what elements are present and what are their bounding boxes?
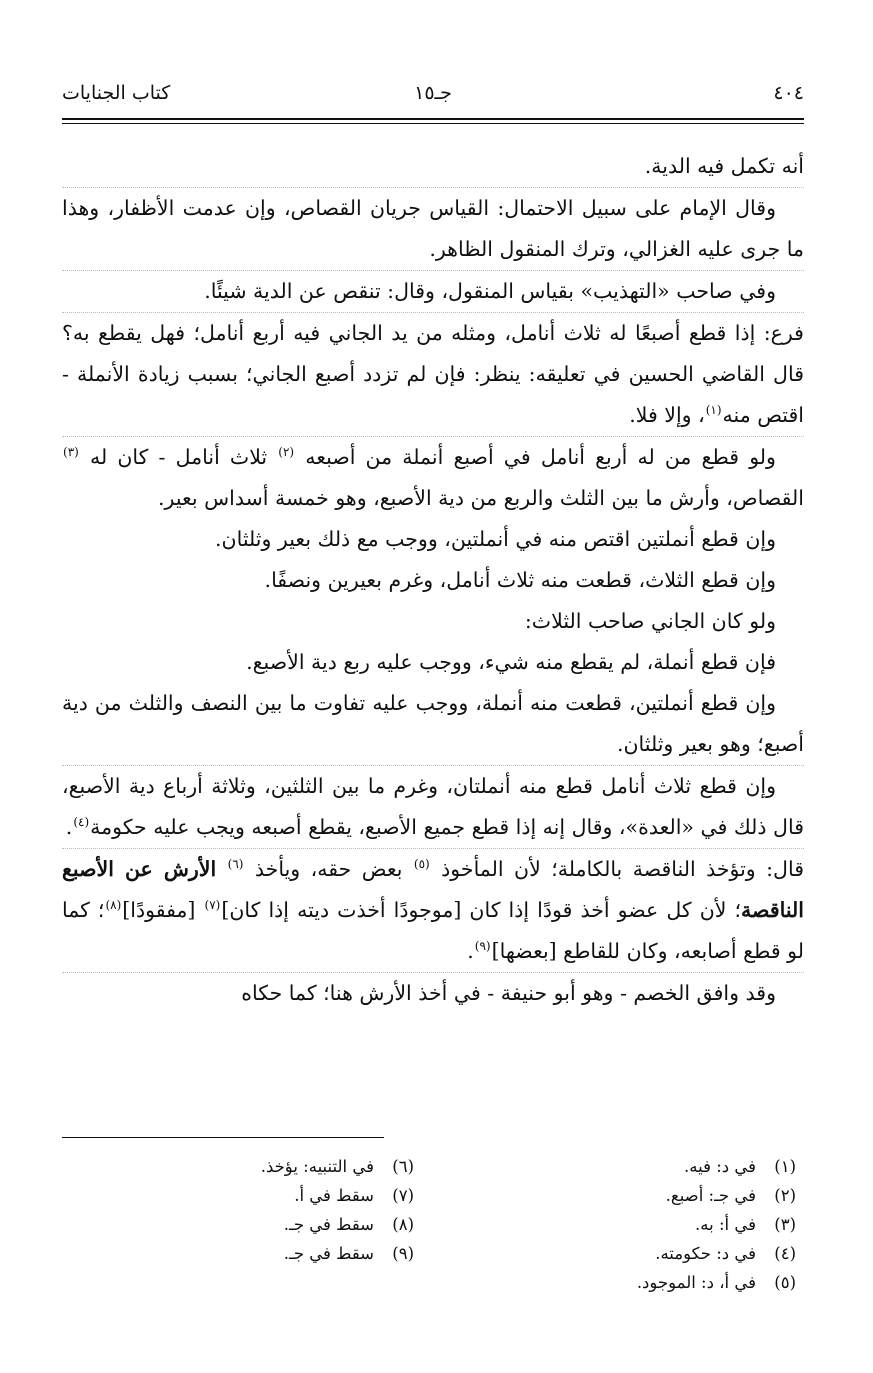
footnote bbox=[54, 1239, 414, 1268]
paragraph-text: ؛ كما لو قطع أصابعه، وكان للقاطع [بعضها] bbox=[62, 898, 804, 963]
paragraph-text: وإن قطع أنملتين، قطعت منه أنملة، ووجب عليه تفاوت ما بين النصف والثلث من دية أصبع؛ وهو بعير وثلثان. bbox=[62, 691, 804, 756]
paragraph bbox=[62, 642, 804, 683]
footnote-number: (٨) bbox=[392, 1215, 414, 1234]
footnote-number: (٧) bbox=[392, 1186, 414, 1205]
footnote-text: في أ: به. bbox=[695, 1215, 756, 1234]
paragraph bbox=[62, 437, 804, 519]
footnote-text: سقط في أ. bbox=[294, 1186, 374, 1205]
paragraph bbox=[62, 188, 804, 270]
footnote-ref[interactable]: (٨) bbox=[105, 898, 122, 913]
paragraph-text: القصاص، وأرش ما بين الثلث والربع من دية الأصبع، وهو خمسة أسداس بعير. bbox=[158, 486, 804, 510]
book-title: كتاب الجنايات bbox=[62, 82, 171, 104]
footnote-number: (٣) bbox=[774, 1215, 796, 1234]
footnote-text: في التنبيه: يؤخذ. bbox=[260, 1157, 374, 1176]
book-page bbox=[62, 0, 804, 1373]
paragraph bbox=[62, 560, 804, 601]
paragraph-text: ولو كان الجاني صاحب الثلاث: bbox=[524, 609, 776, 633]
footnote-ref[interactable]: (٢) bbox=[278, 445, 295, 460]
footnote bbox=[54, 1210, 414, 1239]
footnote bbox=[436, 1152, 796, 1181]
footnote-ref[interactable]: (٥) bbox=[413, 857, 430, 872]
footnote-number: (٥) bbox=[774, 1273, 796, 1292]
paragraph-text: بعض حقه، ويأخذ bbox=[254, 857, 403, 881]
main-text bbox=[62, 146, 804, 1014]
footnotes-column-right bbox=[436, 1152, 796, 1297]
paragraph-text: فإن قطع أنملة، لم يقطع منه شيء، ووجب عليه ربع دية الأصبع. bbox=[246, 650, 776, 674]
footnote bbox=[436, 1181, 796, 1210]
footnotes-column-left bbox=[54, 1152, 414, 1268]
footnote-text: في جـ: أصبع. bbox=[665, 1186, 756, 1205]
paragraph bbox=[62, 146, 804, 187]
footnote-text: سقط في جـ. bbox=[283, 1244, 374, 1263]
paragraph-text: ولو قطع من له أربع أنامل في أصبع أنملة من أصبعه bbox=[305, 445, 776, 469]
footnote-text: في د: حكومته. bbox=[655, 1244, 756, 1263]
paragraph-text: . bbox=[467, 939, 474, 963]
paragraph-text: ؛ لأن كل عضو أخذ قودًا إذا كان [موجودًا أخذت ديته إذا كان] bbox=[221, 898, 742, 922]
footnote-ref[interactable]: (٩) bbox=[474, 939, 491, 954]
footnote bbox=[54, 1152, 414, 1181]
paragraph-text: أنه تكمل فيه الدية. bbox=[644, 154, 804, 178]
footnote-ref[interactable]: (٤) bbox=[73, 815, 90, 830]
running-head bbox=[62, 82, 804, 112]
footnote-number: (١) bbox=[774, 1157, 796, 1176]
paragraph-text: وقد وافق الخصم - وهو أبو حنيفة - في أخذ الأرش هنا؛ كما حكاه bbox=[241, 981, 776, 1005]
paragraph bbox=[62, 683, 804, 765]
footnote-text: في د: فيه. bbox=[684, 1157, 756, 1176]
footnote-text: في أ، د: الموجود. bbox=[636, 1273, 756, 1292]
footnote-ref[interactable]: (٦) bbox=[227, 857, 244, 872]
paragraph-text: . bbox=[65, 815, 73, 839]
footnote-ref[interactable]: (٧) bbox=[204, 898, 221, 913]
paragraph-text: وقال الإمام على سبيل الاحتمال: القياس جريان القصاص، وإن عدمت الأظفار، وهذا ما جرى عليه الغزالي، وترك المنقول الظاهر. bbox=[62, 196, 804, 261]
paragraph-text: وإن قطع أنملتين اقتص منه في أنملتين، ووجب مع ذلك بعير وثلثان. bbox=[215, 527, 776, 551]
header-rule bbox=[62, 118, 804, 120]
footnote-number: (٤) bbox=[774, 1244, 796, 1263]
footnote-number: (٩) bbox=[392, 1244, 414, 1263]
paragraph bbox=[62, 973, 804, 1014]
footnote bbox=[54, 1181, 414, 1210]
paragraph bbox=[62, 849, 804, 972]
header-rule-thin bbox=[62, 123, 804, 124]
page-number: ٤٠٤ bbox=[773, 82, 804, 104]
paragraph-text: وإن قطع ثلاث أنامل قطع منه أنملتان، وغرم ما بين الثلثين، وثلاثة أرباع دية الأصبع، قال ذلك في «العدة»، وقال إنه إذا قطع جميع الأصبع، يقطع أصبعه ويجب عليه حكومة bbox=[62, 774, 804, 839]
paragraph-text: قال: وتؤخذ الناقصة بالكاملة؛ لأن المأخوذ bbox=[441, 857, 804, 881]
footnote-rule bbox=[62, 1137, 384, 1138]
footnote-number: (٦) bbox=[392, 1157, 414, 1176]
paragraph-text: ، وإلا فلا. bbox=[629, 403, 705, 427]
footnote-number: (٢) bbox=[774, 1186, 796, 1205]
footnote-ref[interactable]: (١) bbox=[705, 403, 722, 418]
paragraph bbox=[62, 766, 804, 848]
paragraph-text: فرع: إذا قطع أصبعًا له ثلاث أنامل، ومثله من يد الجاني فيه أربع أنامل؛ فهل يقطع به؟ قال القاضي الحسين في تعليقه: ينظر: فإن لم تزدد أصبع الجاني؛ بسبب زيادة الأنملة - اقتص منه bbox=[62, 321, 804, 427]
paragraph-text: ثلاث أنامل - كان له bbox=[89, 445, 268, 469]
paragraph-text: وفي صاحب «التهذيب» بقياس المنقول، وقال: تنقص عن الدية شيئًا. bbox=[204, 279, 776, 303]
paragraph bbox=[62, 271, 804, 312]
volume-label: جـ١٥ bbox=[414, 82, 452, 104]
paragraph-text: وإن قطع الثلاث، قطعت منه ثلاث أنامل، وغرم بعيرين ونصفًا. bbox=[264, 568, 776, 592]
bold-matn-text: الأرش عن الأصبع الناقصة bbox=[62, 857, 804, 922]
paragraph bbox=[62, 313, 804, 436]
footnote bbox=[436, 1210, 796, 1239]
paragraph bbox=[62, 601, 804, 642]
footnote bbox=[436, 1239, 796, 1268]
paragraph bbox=[62, 519, 804, 560]
footnote-text: سقط في جـ. bbox=[283, 1215, 374, 1234]
footnote bbox=[436, 1268, 796, 1297]
paragraph-text: [مفقودًا] bbox=[122, 898, 196, 922]
footnote-ref[interactable]: (٣) bbox=[63, 445, 79, 460]
